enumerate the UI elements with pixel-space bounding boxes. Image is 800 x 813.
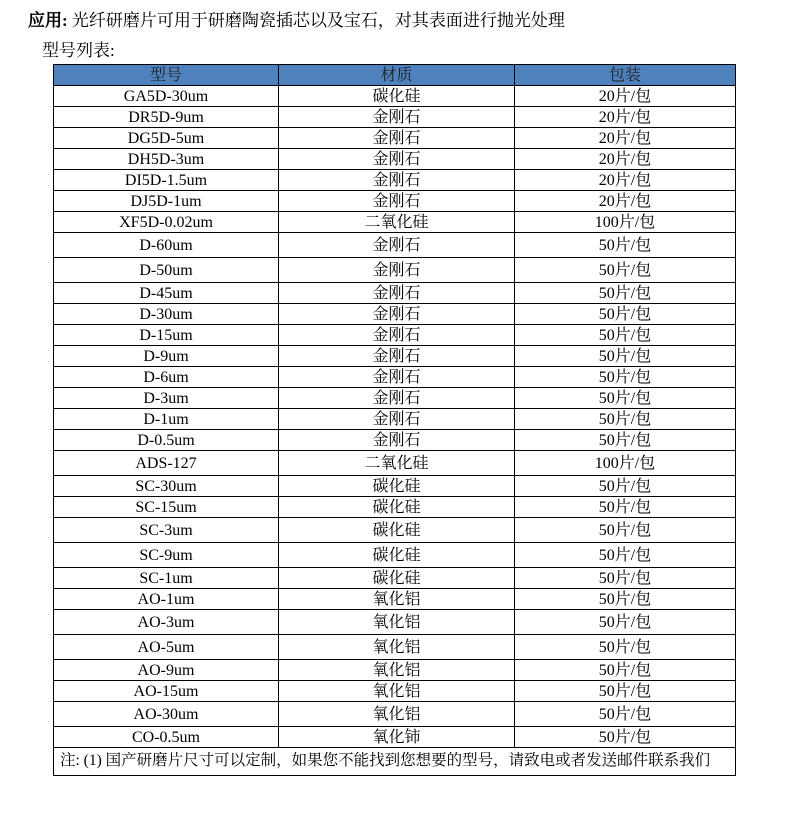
cell-material: 碳化硅 (279, 568, 515, 589)
table-note: 注: (1) 国产研磨片尺寸可以定制，如果您不能找到您想要的型号，请致电或者发送邮件联系我们 (54, 748, 736, 776)
cell-package: 50片/包 (515, 346, 736, 367)
table-row (54, 388, 736, 409)
table-row (54, 325, 736, 346)
cell-model: D-60um (54, 233, 279, 258)
cell-model: AO-15um (54, 681, 279, 702)
intro-line (28, 10, 565, 32)
cell-material: 二氧化硅 (279, 451, 515, 476)
cell-material: 二氧化硅 (279, 212, 515, 233)
table-row (54, 635, 736, 660)
table-row (54, 589, 736, 610)
cell-model: AO-5um (54, 635, 279, 660)
cell-package: 50片/包 (515, 497, 736, 518)
column-header-material: 材质 (279, 65, 515, 86)
cell-model: AO-3um (54, 610, 279, 635)
table-row (54, 107, 736, 128)
cell-material: 氧化铝 (279, 660, 515, 681)
cell-package: 50片/包 (515, 681, 736, 702)
cell-material: 碳化硅 (279, 543, 515, 568)
table-row (54, 430, 736, 451)
table-row (54, 451, 736, 476)
table-row (54, 283, 736, 304)
cell-material: 氧化铝 (279, 702, 515, 727)
cell-material: 金刚石 (279, 107, 515, 128)
cell-model: D-1um (54, 409, 279, 430)
table-row (54, 149, 736, 170)
cell-model: GA5D-30um (54, 86, 279, 107)
cell-package: 50片/包 (515, 304, 736, 325)
cell-package: 100片/包 (515, 451, 736, 476)
table-row (54, 367, 736, 388)
table-row (54, 170, 736, 191)
table-row (54, 543, 736, 568)
column-header-package: 包装 (515, 65, 736, 86)
cell-package: 50片/包 (515, 518, 736, 543)
cell-material: 金刚石 (279, 388, 515, 409)
column-header-model: 型号 (54, 65, 279, 86)
cell-material: 金刚石 (279, 191, 515, 212)
cell-package: 50片/包 (515, 589, 736, 610)
table-row (54, 660, 736, 681)
cell-model: DG5D-5um (54, 128, 279, 149)
table-row (54, 212, 736, 233)
cell-package: 20片/包 (515, 86, 736, 107)
cell-model: SC-3um (54, 518, 279, 543)
table-body (54, 86, 736, 748)
cell-package: 50片/包 (515, 635, 736, 660)
cell-package: 50片/包 (515, 367, 736, 388)
cell-model: D-0.5um (54, 430, 279, 451)
cell-model: AO-9um (54, 660, 279, 681)
cell-material: 金刚石 (279, 346, 515, 367)
cell-model: ADS-127 (54, 451, 279, 476)
cell-package: 50片/包 (515, 543, 736, 568)
table-row (54, 568, 736, 589)
cell-material: 氧化铝 (279, 681, 515, 702)
cell-model: D-9um (54, 346, 279, 367)
table-row (54, 702, 736, 727)
cell-material: 金刚石 (279, 367, 515, 388)
table-header-row (54, 65, 736, 86)
cell-model: XF5D-0.02um (54, 212, 279, 233)
cell-material: 金刚石 (279, 233, 515, 258)
note-row (54, 748, 736, 776)
cell-package: 50片/包 (515, 233, 736, 258)
cell-model: D-50um (54, 258, 279, 283)
model-table (53, 64, 736, 776)
table-row (54, 191, 736, 212)
table-row (54, 476, 736, 497)
cell-model: D-45um (54, 283, 279, 304)
cell-material: 金刚石 (279, 409, 515, 430)
table-row (54, 409, 736, 430)
table-row (54, 727, 736, 748)
cell-material: 氧化铈 (279, 727, 515, 748)
cell-package: 50片/包 (515, 258, 736, 283)
cell-package: 50片/包 (515, 430, 736, 451)
cell-package: 20片/包 (515, 107, 736, 128)
table-row (54, 128, 736, 149)
cell-material: 氧化铝 (279, 589, 515, 610)
cell-model: D-30um (54, 304, 279, 325)
cell-material: 金刚石 (279, 170, 515, 191)
cell-model: SC-15um (54, 497, 279, 518)
cell-model: D-15um (54, 325, 279, 346)
cell-material: 金刚石 (279, 258, 515, 283)
cell-material: 金刚石 (279, 430, 515, 451)
cell-package: 50片/包 (515, 283, 736, 304)
cell-material: 碳化硅 (279, 518, 515, 543)
cell-model: SC-30um (54, 476, 279, 497)
table-row (54, 497, 736, 518)
cell-package: 50片/包 (515, 610, 736, 635)
table-row (54, 518, 736, 543)
cell-model: AO-1um (54, 589, 279, 610)
cell-package: 50片/包 (515, 660, 736, 681)
table-row (54, 86, 736, 107)
cell-package: 50片/包 (515, 476, 736, 497)
cell-material: 金刚石 (279, 325, 515, 346)
cell-package: 50片/包 (515, 409, 736, 430)
cell-package: 50片/包 (515, 388, 736, 409)
cell-package: 20片/包 (515, 128, 736, 149)
cell-package: 50片/包 (515, 702, 736, 727)
cell-material: 碳化硅 (279, 86, 515, 107)
cell-material: 金刚石 (279, 149, 515, 170)
cell-model: DR5D-9um (54, 107, 279, 128)
cell-material: 碳化硅 (279, 497, 515, 518)
model-list-title: 型号列表: (42, 41, 115, 60)
cell-package: 20片/包 (515, 149, 736, 170)
cell-package: 20片/包 (515, 191, 736, 212)
intro-text: 光纤研磨片可用于研磨陶瓷插芯以及宝石，对其表面进行抛光处理 (71, 11, 565, 30)
cell-package: 50片/包 (515, 325, 736, 346)
table-row (54, 610, 736, 635)
table-row (54, 304, 736, 325)
cell-material: 氧化铝 (279, 635, 515, 660)
table-row (54, 258, 736, 283)
intro-label: 应用: (28, 11, 68, 30)
table-row (54, 233, 736, 258)
cell-model: SC-9um (54, 543, 279, 568)
table-row (54, 681, 736, 702)
cell-material: 金刚石 (279, 128, 515, 149)
cell-model: D-3um (54, 388, 279, 409)
cell-material: 金刚石 (279, 283, 515, 304)
cell-model: DH5D-3um (54, 149, 279, 170)
cell-material: 碳化硅 (279, 476, 515, 497)
cell-model: AO-30um (54, 702, 279, 727)
table-row (54, 346, 736, 367)
cell-package: 50片/包 (515, 568, 736, 589)
cell-package: 100片/包 (515, 212, 736, 233)
cell-model: DJ5D-1um (54, 191, 279, 212)
cell-material: 氧化铝 (279, 610, 515, 635)
cell-material: 金刚石 (279, 304, 515, 325)
cell-package: 50片/包 (515, 727, 736, 748)
cell-model: CO-0.5um (54, 727, 279, 748)
cell-package: 20片/包 (515, 170, 736, 191)
cell-model: D-6um (54, 367, 279, 388)
cell-model: DI5D-1.5um (54, 170, 279, 191)
cell-model: SC-1um (54, 568, 279, 589)
